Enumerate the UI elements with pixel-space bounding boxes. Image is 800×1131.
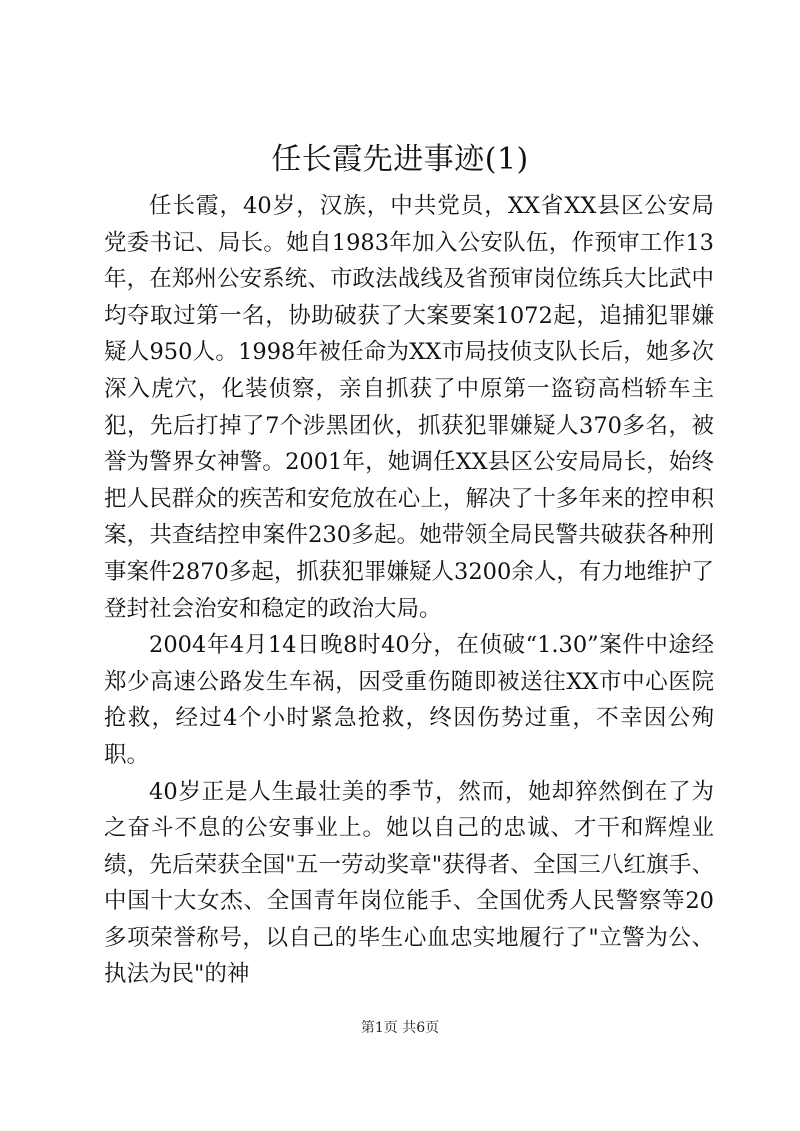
document-body: [104, 188, 714, 993]
document-title: 任长霞先进事迹(1): [271, 142, 529, 177]
page-number-footer: 第1页 共6页: [360, 1020, 440, 1036]
paragraph-accident: 2004年4月14日晚8时40分，在侦破“1.30”案件中途经郑少高速公路发生车祸，因受重伤随即被送往XX市中心医院抢救，经过4个小时紧急抢救，终因伤势过重，不幸因公殉职。: [104, 632, 714, 768]
paragraph-honors: 40岁正是人生最壮美的季节，然而，她却猝然倒在了为之奋斗不息的公安事业上。她以自己的忠诚、才干和辉煌业绩，先后荣获全国"五一劳动奖章"获得者、全国三八红旗手、中国十大女杰、全国青年岗位能手、全国优秀人民警察等20多项荣誉称号，以自己的毕生心血忠实地履行了"立警为公、执法为民"的神: [104, 778, 714, 988]
paragraph-biography: 任长霞，40岁，汉族，中共党员，XX省XX县区公安局党委书记、局长。她自1983年加入公安队伍，作预审工作13年，在郑州公安系统、市政法战线及省预审岗位练兵大比武中均夺取过第一名，协助破获了大案要案1072起，追捕犯罪嫌疑人950人。1998年被任命为XX市局技侦支队长后，她多次深入虎穴，化装侦察，亲自抓获了中原第一盗窃高档轿车主犯，先后打掉了7个涉黑团伙，抓获犯罪嫌疑人370多名，被誉为警界女神警。2001年，她调任XX县区公安局局长，始终把人民群众的疾苦和安危放在心上，解决了十多年来的控申积案，共查结控申案件230多起。她带领全局民警共破获各种刑事案件2870多起，抓获犯罪嫌疑人3200余人，有力地维护了登封社会治安和稳定的政治大局。: [104, 193, 714, 622]
